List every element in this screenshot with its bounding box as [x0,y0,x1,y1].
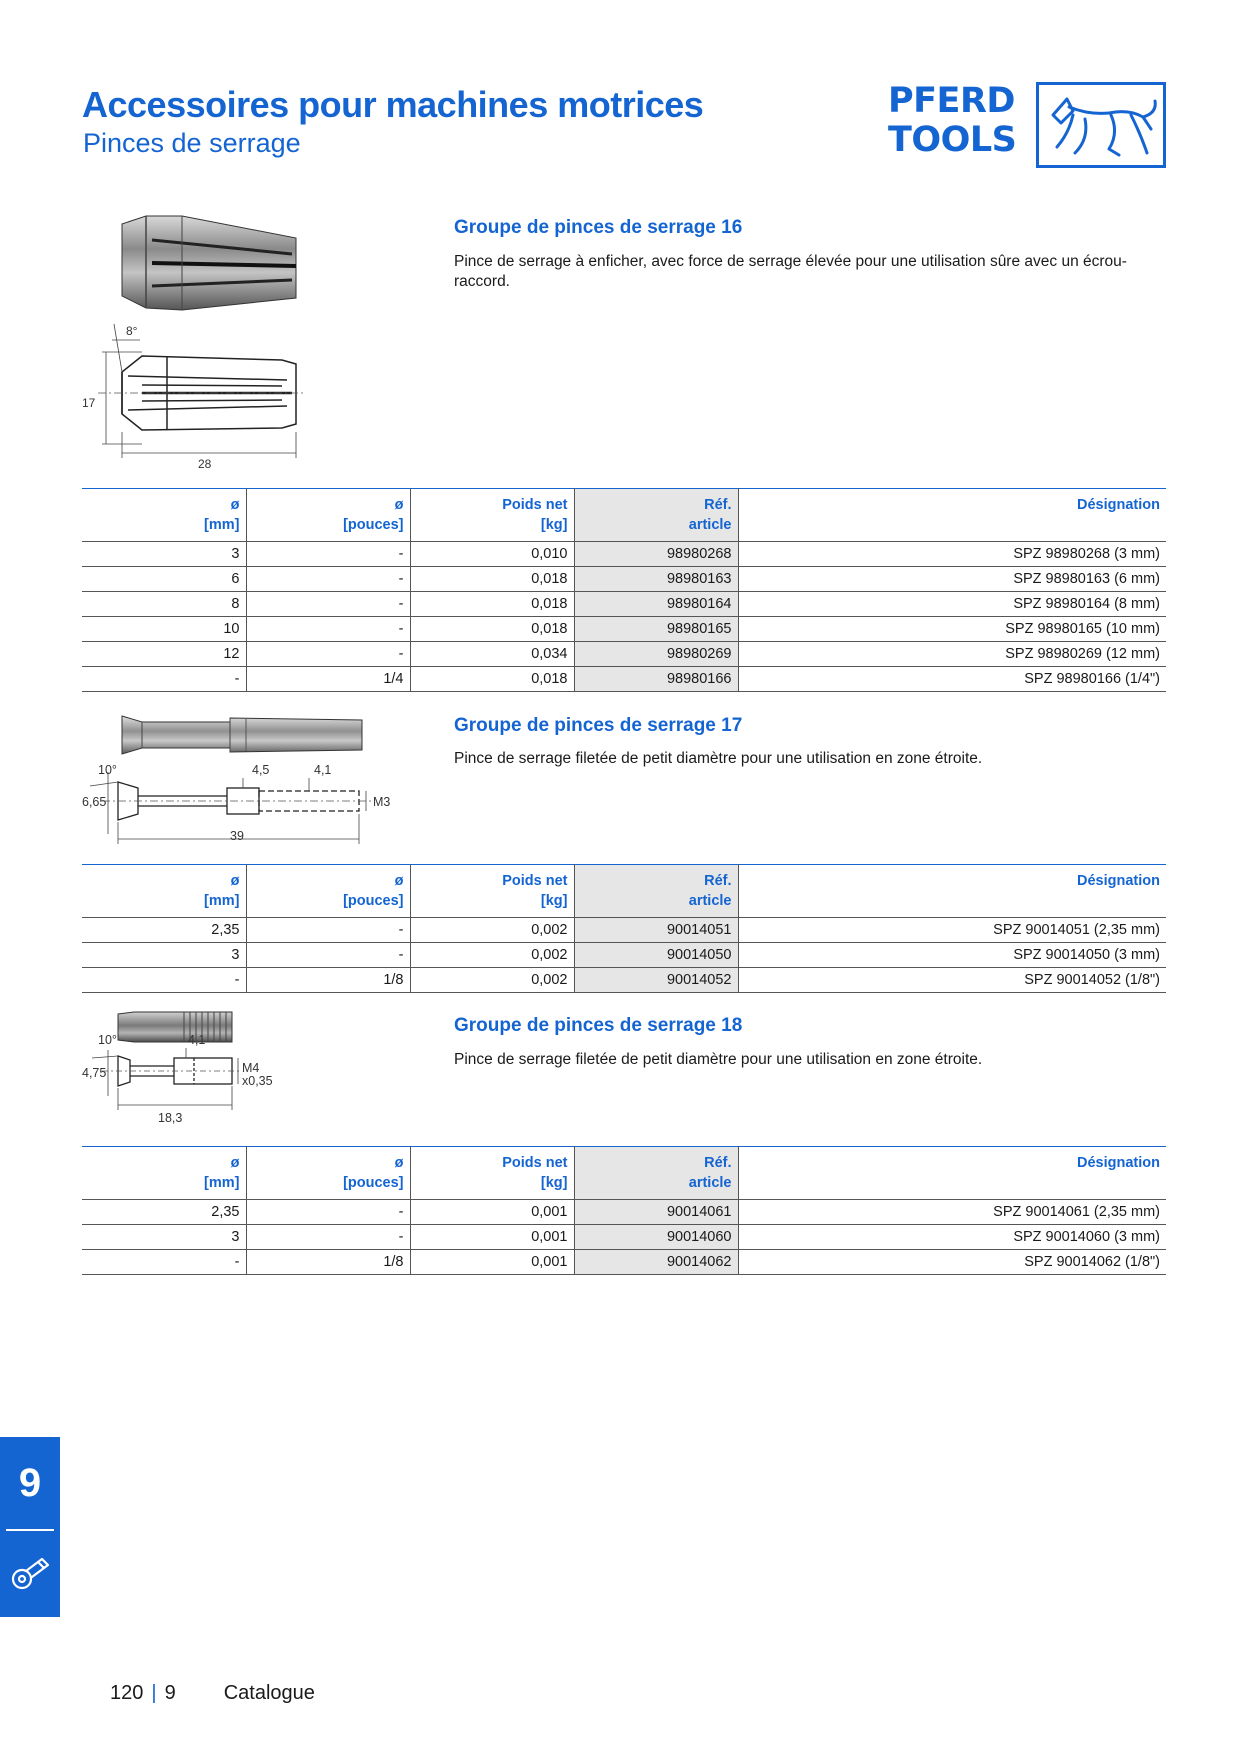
horse-logo-icon [1036,82,1166,168]
col-weight: Poids net [kg] [410,1147,574,1200]
collet-group-17 [82,710,1166,1000]
footer-separator: | [151,1682,157,1704]
dim-length: 39 [230,829,244,843]
table-header-row [82,865,1166,918]
col-diameter-inch: ø [pouces] [246,489,410,542]
table-row: 6 - 0,018 98980163 SPZ 98980163 (6 mm) [82,567,1166,592]
page-subtitle: Pinces de serrage [83,128,301,158]
col-weight: Poids net [kg] [410,865,574,918]
dim-thread-pitch: x0,35 [242,1074,273,1088]
col-designation: Désignation [738,489,1166,542]
table-row: 8 - 0,018 98980164 SPZ 98980164 (8 mm) [82,592,1166,617]
page-title: Accessoires pour machines motrices [82,84,704,125]
col-diameter-mm: ø [mm] [82,865,246,918]
dim-angle: 10° [98,763,117,777]
table-header-row [82,489,1166,542]
dim-thread: M4 [242,1061,260,1075]
col-weight: Poids net [kg] [410,489,574,542]
page-number: 120 [110,1682,144,1704]
table-row: - 1/8 0,001 90014062 SPZ 90014062 (1/8") [82,1250,1166,1275]
dim-height: 4,75 [82,1066,107,1080]
collet-17-drawing [82,710,391,850]
table-row: 2,35 - 0,002 90014051 SPZ 90014051 (2,35 mm) [82,918,1166,943]
col-diameter-mm: ø [mm] [82,1147,246,1200]
chapter-tab[interactable] [0,1437,60,1617]
collet-group-16 [82,210,1166,685]
collet-group-18 [82,1010,1166,1280]
dim-angle: 10° [98,1033,117,1047]
divider [6,1529,54,1531]
table-row: 12 - 0,034 98980269 SPZ 98980269 (12 mm) [82,642,1166,667]
collet-16-drawing [82,210,302,470]
product-table [82,488,1166,692]
table-row: 3 - 0,010 98980268 SPZ 98980268 (3 mm) [82,542,1166,567]
col-ref: Réf. article [574,865,738,918]
table-row: 2,35 - 0,001 90014061 SPZ 90014061 (2,35 mm) [82,1200,1166,1225]
dim-d1: 4,1 [188,1033,206,1047]
dim-thread: M3 [373,795,391,809]
section-description: Pince de serrage filetée de petit diamètre pour une utilisation en zone étroite. [454,750,983,767]
col-diameter-inch: ø [pouces] [246,865,410,918]
logo-wordmark: PFERD TOOLS [888,81,1017,160]
angle-grinder-icon [8,1549,52,1593]
col-designation: Désignation [738,865,1166,918]
col-ref: Réf. article [574,1147,738,1200]
dim-angle: 8° [126,324,138,338]
collet-18-drawing [82,1010,322,1130]
page-footer [110,1682,315,1705]
section-heading: Groupe de pinces de serrage 17 [454,715,743,736]
section-description: Pince de serrage filetée de petit diamètre pour une utilisation en zone étroite. [454,1051,983,1068]
chapter-ref: 9 [164,1682,176,1704]
table-row: - 1/4 0,018 98980166 SPZ 98980166 (1/4") [82,667,1166,692]
col-diameter-mm: ø [mm] [82,489,246,542]
table-row: 3 - 0,001 90014060 SPZ 90014060 (3 mm) [82,1225,1166,1250]
chapter-number: 9 [18,1461,42,1505]
dim-height: 6,65 [82,795,107,809]
dim-height: 17 [82,396,96,410]
table-header-row [82,1147,1166,1200]
pferd-tools-logo [888,82,1166,168]
catalogue-label: Catalogue [223,1682,315,1704]
table-row: - 1/8 0,002 90014052 SPZ 90014052 (1/8") [82,968,1166,993]
section-description: Pince de serrage à enficher, avec force de serrage élevée pour une utilisation sûre avec un écrou-raccord. [454,253,1127,290]
dim-d1: 4,5 [252,763,270,777]
col-ref: Réf. article [574,489,738,542]
dim-d2: 4,1 [314,763,332,777]
section-heading: Groupe de pinces de serrage 16 [454,217,743,238]
dim-length: 18,3 [158,1111,183,1125]
product-table [82,864,1166,993]
product-table [82,1146,1166,1275]
dim-length: 28 [198,457,212,471]
section-heading: Groupe de pinces de serrage 18 [454,1015,743,1036]
col-designation: Désignation [738,1147,1166,1200]
table-row: 3 - 0,002 90014050 SPZ 90014050 (3 mm) [82,943,1166,968]
col-diameter-inch: ø [pouces] [246,1147,410,1200]
table-row: 10 - 0,018 98980165 SPZ 98980165 (10 mm) [82,617,1166,642]
